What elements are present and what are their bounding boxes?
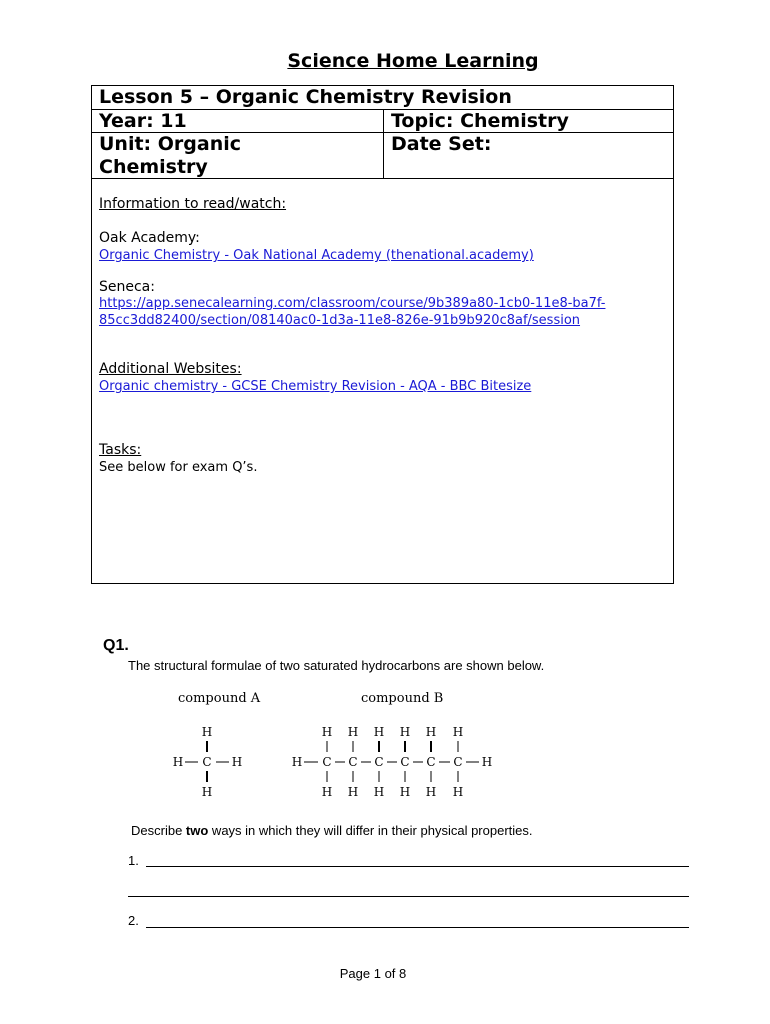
topic-cell: Topic: Chemistry (391, 110, 569, 132)
describe-prefix: Describe (131, 823, 186, 838)
compound-a-structure (173, 725, 242, 799)
carbon-atom: C (374, 755, 384, 769)
additional-websites-label: Additional Websites: (99, 361, 242, 377)
answer-1-line-2[interactable] (128, 896, 689, 897)
hydrogen-atom: H (399, 725, 411, 739)
hydrogen-atom: H (231, 755, 243, 769)
hydrogen-atom: H (425, 785, 437, 799)
question-intro: The structural formulae of two saturated hydrocarbons are shown below. (128, 658, 545, 673)
seneca-link-line2[interactable]: 85cc3dd82400/section/08140ac0-1d3a-11e8-826e-91b9b920c8af/session (99, 313, 581, 328)
carbon-atom: C (202, 755, 212, 769)
hydrogen-atom: H (425, 725, 437, 739)
date-set-cell: Date Set: (391, 133, 492, 155)
oak-link[interactable]: Organic Chemistry - Oak National Academy (thenational.academy) (99, 248, 534, 263)
hydrogen-atom: H (291, 755, 303, 769)
describe-emphasis: two (185, 823, 209, 838)
seneca-label: Seneca: (99, 279, 155, 295)
carbon-atom: C (348, 755, 358, 769)
describe-suffix: ways in which they will differ in their physical properties. (208, 823, 533, 838)
hydrogen-atom: H (201, 725, 213, 739)
tasks-label: Tasks: (99, 442, 142, 458)
answer-1-number: 1. (128, 853, 139, 868)
page-title: Science Home Learning (287, 50, 539, 72)
answer-2-line[interactable] (146, 927, 689, 928)
compound-b-structure (292, 725, 492, 799)
hydrogen-atom: H (373, 725, 385, 739)
hydrogen-atom: H (452, 785, 464, 799)
bbc-bitesize-link[interactable]: Organic chemistry - GCSE Chemistry Revision - AQA - BBC Bitesize (99, 379, 532, 394)
page-number: Page 1 of 8 (339, 966, 407, 981)
oak-label: Oak Academy: (99, 230, 200, 246)
hydrogen-atom: H (172, 755, 184, 769)
carbon-atom: C (400, 755, 410, 769)
describe-instruction (131, 823, 533, 838)
question-number: Q1. (103, 637, 129, 654)
answer-2-number: 2. (128, 913, 139, 928)
hydrogen-atom: H (347, 725, 359, 739)
hydrogen-atom: H (347, 785, 359, 799)
hydrogen-atom: H (201, 785, 213, 799)
hydrogen-atom: H (321, 725, 333, 739)
hydrogen-atom: H (481, 755, 493, 769)
year-cell: Year: 11 (99, 110, 187, 132)
compound-a-label: compound A (178, 691, 261, 706)
hydrogen-atom: H (373, 785, 385, 799)
hydrogen-atom: H (399, 785, 411, 799)
carbon-atom: C (453, 755, 463, 769)
hydrogen-atom: H (452, 725, 464, 739)
seneca-link-line1[interactable]: https://app.senecalearning.com/classroom/course/9b389a80-1cb0-11e8-ba7f- (99, 296, 606, 311)
tasks-text: See below for exam Q’s. (99, 460, 258, 475)
lesson-title: Lesson 5 – Organic Chemistry Revision (99, 86, 512, 108)
compound-b-label: compound B (361, 691, 444, 706)
hydrogen-atom: H (321, 785, 333, 799)
unit-cell-line1: Unit: Organic (99, 133, 242, 155)
carbon-atom: C (322, 755, 332, 769)
carbon-atom: C (426, 755, 436, 769)
unit-cell-line2: Chemistry (99, 156, 208, 178)
info-heading: Information to read/watch: (99, 196, 287, 212)
answer-1-line[interactable] (146, 866, 689, 867)
